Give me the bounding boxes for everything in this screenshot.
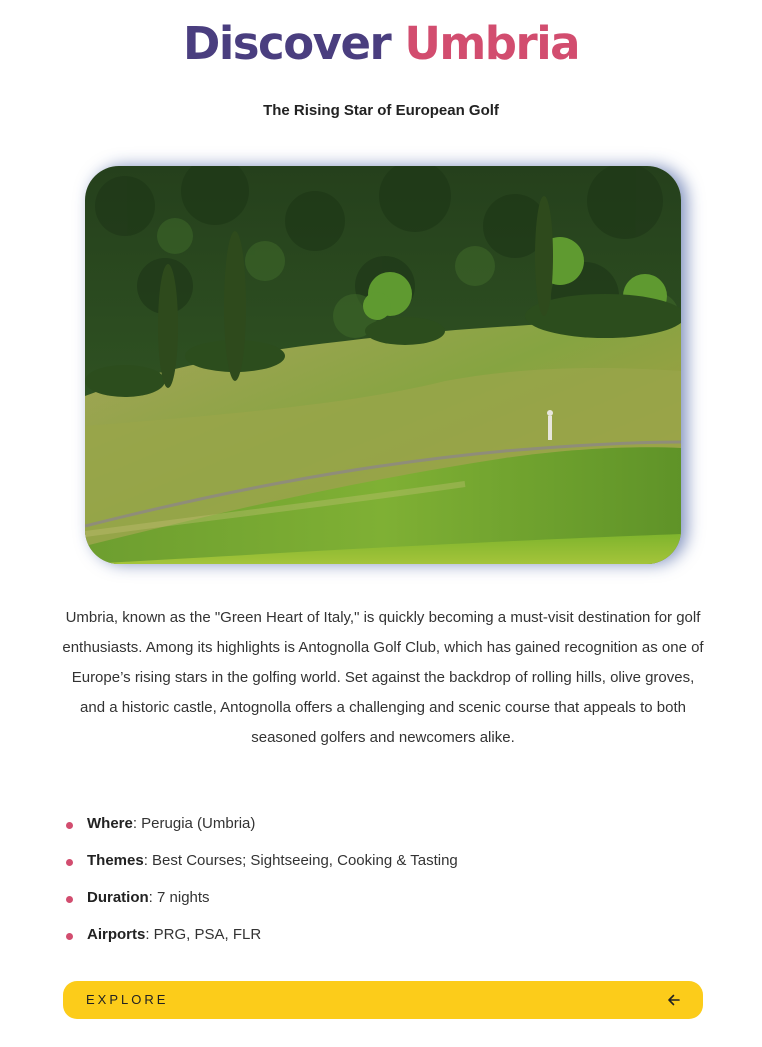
hero-image [85, 166, 681, 564]
fact-value: : Best Courses; Sightseeing, Cooking & Tasting [143, 852, 458, 869]
bullet-dot [66, 859, 73, 866]
fact-label: Where [87, 815, 133, 832]
explore-button-label: EXPLORE [86, 992, 169, 1007]
fact-label: Themes [87, 852, 144, 869]
fact-label: Duration [87, 889, 149, 906]
title-word-umbria: Umbria [404, 17, 579, 70]
explore-button[interactable] [63, 981, 703, 1019]
fact-value: : Perugia (Umbria) [132, 815, 256, 832]
intro-paragraph: Umbria, known as the "Green Heart of Italy," is quickly becoming a must-visit destination for golf enthusiasts. Among its highlights is Antognolla Golf Club, which has gained recognition as one of Europe’s rising stars in the golfing world. Set against the backdrop of rolling hills, olive groves, and a historic castle, Antognolla offers a challenging and scenic course that appeals to both seasoned golfers and newcomers alike. [62, 609, 704, 746]
fact-where [62, 810, 702, 847]
arrow-left-icon [667, 993, 681, 1007]
fact-value: : PRG, PSA, FLR [145, 926, 262, 943]
fact-label: Airports [87, 926, 146, 943]
fact-themes [62, 847, 702, 884]
bullet-dot [66, 896, 73, 903]
bullet-dot [66, 822, 73, 829]
title-word-discover: Discover [182, 17, 391, 70]
trip-facts-list [62, 810, 702, 958]
page-subtitle: The Rising Star of European Golf [263, 102, 499, 119]
fact-airports [62, 921, 702, 958]
fact-duration [62, 884, 702, 921]
page-title [0, 14, 762, 74]
fact-value: : 7 nights [148, 889, 210, 906]
bullet-dot [66, 933, 73, 940]
